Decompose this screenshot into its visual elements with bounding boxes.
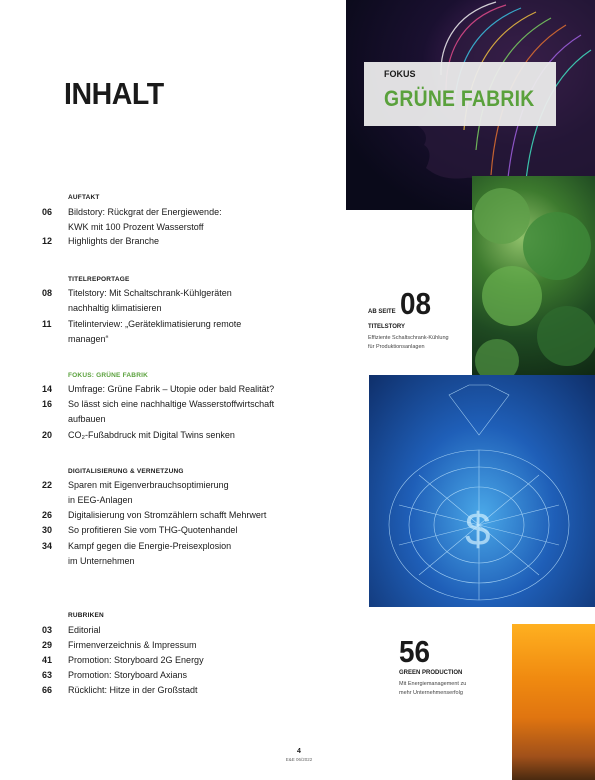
toc-entry[interactable] bbox=[42, 428, 312, 443]
toc-entry[interactable] bbox=[42, 508, 312, 523]
section-heading-fokus: FOKUS: GRÜNE FABRIK bbox=[68, 372, 148, 379]
green-production-heading: GREEN PRODUCTION bbox=[399, 670, 463, 676]
toc-page-number: 29 bbox=[42, 640, 53, 650]
toc-entry-text: Highlights der Branche bbox=[68, 236, 160, 246]
svg-text:$: $ bbox=[465, 503, 491, 555]
toc-entry-text: Sparen mit Eigenverbrauchsoptimierung bbox=[68, 480, 229, 490]
section-heading-rubriken: RUBRIKEN bbox=[68, 612, 104, 619]
green-production-line-2: mehr Unternehmenserfolg bbox=[399, 690, 463, 696]
toc-entry[interactable] bbox=[42, 523, 312, 538]
toc-page-number: 06 bbox=[42, 207, 53, 217]
page-ref-number-56: 56 bbox=[399, 634, 431, 669]
toc-entry-text: Editorial bbox=[68, 625, 101, 635]
toc-entry[interactable] bbox=[42, 638, 312, 653]
toc-entry[interactable] bbox=[42, 653, 312, 668]
toc-entry-text: Umfrage: Grüne Fabrik – Utopie oder bald Realität? bbox=[68, 384, 275, 394]
toc-entry-text: Promotion: Storyboard 2G Energy bbox=[68, 655, 204, 665]
toc-entry[interactable] bbox=[42, 317, 312, 346]
toc-entry[interactable] bbox=[42, 668, 312, 683]
titelstory-line-1: Effiziente Schaltschrank-Kühlung bbox=[368, 335, 449, 341]
toc-entry[interactable] bbox=[42, 539, 312, 568]
toc-page-number: 12 bbox=[42, 236, 53, 246]
ab-seite-label: AB SEITE bbox=[368, 309, 396, 315]
toc-entry-text: So lässt sich eine nachhaltige Wasserstoffwirtschaft bbox=[68, 399, 275, 409]
fokus-title: GRÜNE FABRIK bbox=[384, 86, 535, 111]
money-bag-network-image bbox=[369, 375, 595, 607]
toc-page-number: 22 bbox=[42, 480, 53, 490]
toc-page-number: 34 bbox=[42, 541, 53, 551]
green-production-line-1: Mit Energiemanagement zu bbox=[399, 681, 467, 687]
toc-page-number: 14 bbox=[42, 384, 53, 394]
toc-page-number: 63 bbox=[42, 670, 53, 680]
toc-entry-text: Rücklicht: Hitze in der Großstadt bbox=[68, 685, 198, 695]
toc-page-number: 16 bbox=[42, 399, 53, 409]
toc-entry-text: Titelinterview: „Geräteklimatisierung remote bbox=[68, 319, 242, 329]
section-heading-auftakt: AUFTAKT bbox=[68, 194, 100, 201]
sunset-image bbox=[512, 624, 595, 780]
titelstory-line-2: für Produktionsanlagen bbox=[368, 344, 425, 350]
toc-page-number: 11 bbox=[42, 319, 52, 329]
toc-entry-text: So profitieren Sie vom THG-Quotenhandel bbox=[68, 525, 238, 535]
toc-entry[interactable] bbox=[42, 478, 312, 507]
toc-entry[interactable] bbox=[42, 623, 312, 638]
toc-entry-text: nachhaltig klimatisieren bbox=[68, 302, 162, 313]
toc-entry-text: KWK mit 100 Prozent Wasserstoff bbox=[68, 221, 204, 232]
toc-page-number: 08 bbox=[42, 288, 53, 298]
forest-image bbox=[472, 176, 595, 382]
toc-entry[interactable] bbox=[42, 397, 312, 426]
toc-entry-text: Firmenverzeichnis & Impressum bbox=[68, 640, 197, 650]
toc-entry[interactable] bbox=[42, 382, 312, 397]
section-heading-digitalisierung: DIGITALISIERUNG & VERNETZUNG bbox=[68, 468, 184, 475]
toc-entry-text: CO₂-Fußabdruck mit Digital Twins senken bbox=[68, 430, 235, 440]
toc-entry[interactable] bbox=[42, 286, 312, 315]
toc-entry-text: aufbauen bbox=[68, 413, 106, 424]
toc-entry[interactable] bbox=[42, 234, 312, 249]
page-title: INHALT bbox=[64, 76, 164, 111]
toc-entry-text: managen“ bbox=[68, 333, 109, 344]
toc-entry-text: Titelstory: Mit Schaltschrank-Kühlgeräten bbox=[68, 288, 232, 298]
toc-page-number: 30 bbox=[42, 525, 53, 535]
toc-page-number: 66 bbox=[42, 685, 53, 695]
toc-page-number: 20 bbox=[42, 430, 53, 440]
toc-entry[interactable] bbox=[42, 205, 312, 234]
page-number: 4 bbox=[297, 748, 301, 755]
toc-entry-text: Bildstory: Rückgrat der Energiewende: bbox=[68, 207, 222, 217]
toc-entry-text: im Unternehmen bbox=[68, 555, 135, 566]
titelstory-heading: TITELSTORY bbox=[368, 324, 406, 330]
toc-page-number: 03 bbox=[42, 625, 53, 635]
toc-entry-text: Kampf gegen die Energie-Preisexplosion bbox=[68, 541, 232, 551]
section-heading-titelreportage: TITELREPORTAGE bbox=[68, 276, 130, 283]
toc-page-number: 26 bbox=[42, 510, 53, 520]
page-ref-number: 08 bbox=[400, 286, 432, 321]
toc-entry-text: in EEG-Anlagen bbox=[68, 494, 133, 505]
toc-entry[interactable] bbox=[42, 683, 312, 698]
toc-entry-text: Digitalisierung von Stromzählern schafft Mehrwert bbox=[68, 510, 267, 520]
toc-page-number: 41 bbox=[42, 655, 53, 665]
toc-entry-text: Promotion: Storyboard Axians bbox=[68, 670, 188, 680]
fokus-label: FOKUS bbox=[384, 69, 416, 79]
issue-label: E&E 06/2022 bbox=[285, 757, 313, 762]
